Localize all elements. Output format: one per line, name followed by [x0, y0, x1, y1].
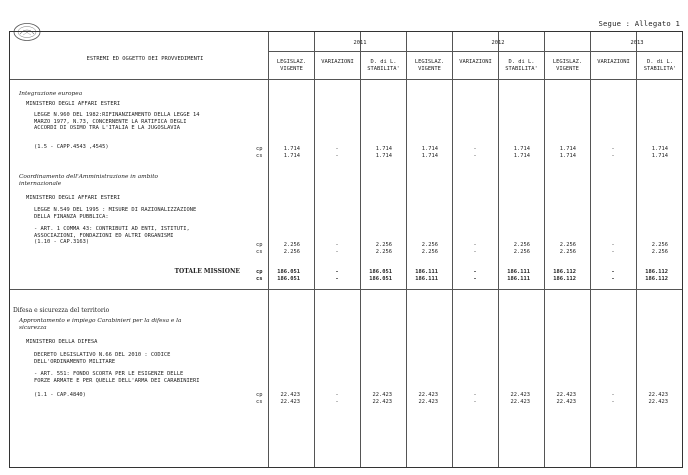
values-row	[10, 153, 684, 160]
value-cell: 2.256	[513, 242, 530, 248]
mission-title: Integrazione europea	[19, 91, 83, 97]
row-kind-label: cp	[256, 146, 263, 152]
value-cell: 186.051	[369, 276, 392, 282]
value-cell: -	[335, 242, 339, 248]
value-cell: 186.112	[553, 276, 576, 282]
table-sheet	[9, 31, 683, 468]
value-cell: 1.714	[375, 153, 392, 159]
value-cell: 1.714	[513, 146, 530, 152]
law-description: DECRETO LEGISLATIVO N.66 DEL 2010 : CODICE DELL'ORDINAMENTO MILITARE	[34, 352, 171, 365]
value-cell: 186.051	[277, 269, 300, 275]
value-cell: -	[473, 392, 477, 398]
year-header-divider	[268, 51, 682, 52]
value-cell: 2.256	[421, 242, 438, 248]
value-cell: 22.423	[280, 392, 300, 398]
value-cell: 186.111	[507, 276, 530, 282]
value-cell: -	[473, 242, 477, 248]
value-cell: 22.423	[372, 392, 392, 398]
year-2012: 2012	[491, 40, 505, 46]
value-cell: -	[473, 269, 477, 275]
value-cell: -	[611, 276, 615, 282]
value-cell: 186.051	[277, 276, 300, 282]
value-cell: 186.112	[553, 269, 576, 275]
subcol-legislaz-2011: LEGISLAZ. VIGENTE	[276, 59, 307, 72]
value-cell: 22.423	[556, 392, 576, 398]
value-cell: 2.256	[283, 249, 300, 255]
subcol-stabilita-2013: D. di L. STABILITA'	[643, 59, 677, 72]
value-cell: 186.112	[645, 276, 668, 282]
mission-title: Coordinamento dell'Amministrazione in ambito internazionale	[19, 174, 159, 187]
chapter-reference: (1.5 - CAPP.4543 ,4545)	[34, 144, 109, 150]
value-cell: -	[473, 249, 477, 255]
value-cell: 2.256	[375, 249, 392, 255]
value-cell: 22.423	[556, 399, 576, 405]
value-cell: 2.256	[513, 249, 530, 255]
value-cell: 1.714	[283, 146, 300, 152]
subcol-variazioni-2011: VARIAZIONI	[321, 59, 354, 65]
value-cell: 186.112	[645, 269, 668, 275]
row-kind-label: cs	[256, 399, 263, 405]
subcol-variazioni-2012: VARIAZIONI	[459, 59, 492, 65]
values-row	[10, 392, 684, 399]
row-kind-label: cp	[256, 392, 263, 398]
mission-divider	[10, 289, 682, 290]
subcol-legislaz-2013: LEGISLAZ. VIGENTE	[552, 59, 583, 72]
value-cell: 1.714	[283, 153, 300, 159]
row-kind-label: cs	[256, 276, 263, 282]
value-cell: -	[611, 269, 615, 275]
value-cell: -	[473, 399, 477, 405]
value-cell: 2.256	[559, 249, 576, 255]
value-cell: -	[611, 153, 615, 159]
total-row	[10, 269, 684, 276]
value-cell: 1.714	[559, 146, 576, 152]
value-cell: 1.714	[559, 153, 576, 159]
value-cell: 186.111	[415, 269, 438, 275]
value-cell: -	[473, 146, 477, 152]
value-cell: -	[335, 269, 339, 275]
value-cell: 22.423	[280, 399, 300, 405]
ministry-label: MINISTERO DEGLI AFFARI ESTERI	[26, 101, 121, 107]
value-cell: 2.256	[651, 249, 668, 255]
value-cell: -	[335, 153, 339, 159]
value-cell: 2.256	[651, 242, 668, 248]
ministry-label: MINISTERO DELLA DIFESA	[26, 339, 98, 345]
value-cell: 22.423	[418, 399, 438, 405]
header-bottom-line	[10, 79, 682, 80]
value-cell: 2.256	[421, 249, 438, 255]
subcol-variazioni-2013: VARIAZIONI	[597, 59, 630, 65]
row-kind-label: cp	[256, 242, 263, 248]
value-cell: -	[335, 249, 339, 255]
values-row	[10, 242, 684, 249]
mission-title: Difesa e sicurezza del territorio	[13, 307, 110, 314]
value-cell: 2.256	[375, 242, 392, 248]
chapter-reference: (1.1 - CAP.4840)	[34, 392, 86, 398]
article-description: - ART. 551: FONDO SCORTA PER LE ESIGENZE DELLE FORZE ARMATE E PER QUELLE DELL'ARMA DEI CARABINIERI	[34, 371, 200, 384]
value-cell: -	[611, 249, 615, 255]
values-row	[10, 399, 684, 406]
subcol-legislaz-2012: LEGISLAZ. VIGENTE	[414, 59, 445, 72]
value-cell: 22.423	[510, 399, 530, 405]
subcol-stabilita-2011: D. di L. STABILITA'	[367, 59, 400, 72]
row-kind-label: cp	[256, 269, 263, 275]
article-description: - ART. 1 COMMA 43: CONTRIBUTI AD ENTI, ISTITUTI, ASSOCIAZIONI, FONDAZIONI ED ALTRI ORGANISMI	[34, 226, 190, 239]
value-cell: -	[335, 392, 339, 398]
value-cell: 1.714	[375, 146, 392, 152]
value-cell: -	[335, 276, 339, 282]
ministry-label: MINISTERO DEGLI AFFARI ESTERI	[26, 195, 121, 201]
value-cell: -	[611, 242, 615, 248]
value-cell: 22.423	[418, 392, 438, 398]
value-cell: 2.256	[559, 242, 576, 248]
value-cell: 1.714	[513, 153, 530, 159]
value-cell: -	[473, 276, 477, 282]
value-cell: -	[611, 146, 615, 152]
row-kind-label: cs	[256, 249, 263, 255]
value-cell: 1.714	[651, 153, 668, 159]
value-cell: -	[611, 399, 615, 405]
value-cell: 1.714	[421, 146, 438, 152]
chapter-reference: (1.10 - CAP.3163)	[34, 239, 90, 245]
value-cell: 186.111	[507, 269, 530, 275]
page-title: Segue : Allegato 1	[598, 19, 680, 28]
value-cell: 1.714	[651, 146, 668, 152]
program-title: Approntamento e impiego Carabinieri per la difesa e la sicurezza	[19, 318, 182, 331]
value-cell: 1.714	[421, 153, 438, 159]
law-description: LEGGE N.960 DEL 1982:RIFINANZIAMENTO DELLA LEGGE 14 MARZO 1977, N.73, CONCERNENTE LA RATIFICA DEGLI ACCORDI DI OSIMO TRA L'ITALIA E LA JUGOSLAVIA	[34, 112, 200, 132]
value-cell: 22.423	[648, 399, 668, 405]
value-cell: 22.423	[510, 392, 530, 398]
value-cell: -	[473, 153, 477, 159]
year-2013: 2013	[630, 40, 644, 46]
value-cell: 22.423	[648, 392, 668, 398]
year-2011: 2011	[353, 40, 367, 46]
subcol-stabilita-2012: D. di L. STABILITA'	[505, 59, 538, 72]
total-mission-label: TOTALE MISSIONE	[174, 268, 240, 275]
value-cell: 186.111	[415, 276, 438, 282]
total-row	[10, 276, 684, 283]
values-row	[10, 146, 684, 153]
value-cell: 186.051	[369, 269, 392, 275]
value-cell: -	[335, 399, 339, 405]
value-cell: -	[335, 146, 339, 152]
row-kind-label: cs	[256, 153, 263, 159]
law-description: LEGGE N.549 DEL 1995 : MISURE DI RAZIONALIZZAZIONE DELLA FINANZA PUBBLICA:	[34, 207, 197, 220]
value-cell: -	[611, 392, 615, 398]
value-cell: 2.256	[283, 242, 300, 248]
header-left-column: ESTREMI ED OGGETTO DEI PROVVEDIMENTI	[86, 56, 204, 62]
value-cell: 22.423	[372, 399, 392, 405]
values-row	[10, 249, 684, 256]
